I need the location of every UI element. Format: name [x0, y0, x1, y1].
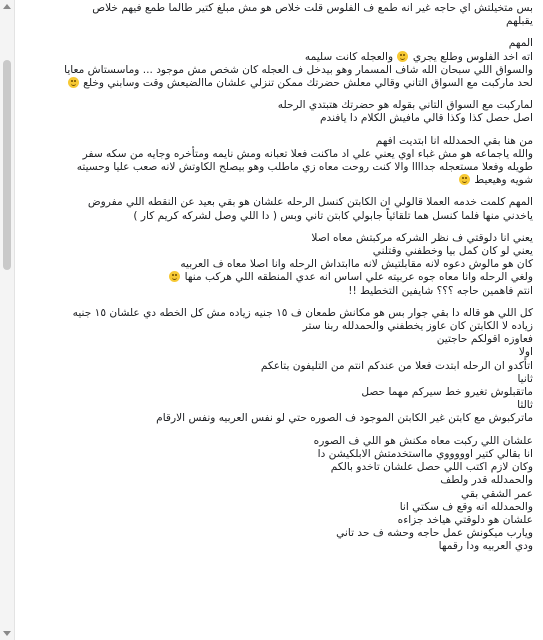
smiley-emoji-icon	[169, 271, 180, 282]
smiley-emoji-icon	[68, 77, 79, 88]
post-text-line: ماتقبلوش تغيرو خط سيركم مهما حصل	[361, 386, 533, 399]
post-text-line: والله ياجماعه هو مش غباء اوي يعني علي اد ماكنت فعلا تعبانه ومش نايمه ومتأخره وجايه من سكه سفر	[82, 147, 533, 160]
post-text-line: ثالثا	[517, 399, 533, 412]
smiley-emoji-icon	[397, 51, 408, 62]
post-text-line: اته اخد الفلوس وطلع يجري والعجله كانت سليمه	[304, 50, 533, 63]
post-text-line: كل اللي هو قاله دا بقي جوار بس هو مكانش طمعان ف ١٥ جنيه زياده مش كل الخطه دي علشان ١٥ جنيه	[72, 306, 533, 319]
post-text-line: يعني لو كان كمل بيا وخطفني وقتلني	[372, 245, 533, 258]
post-text-line: ولغي الرحله وانا معاه جوه عربيته علي اساس انه عدي المنطقه اللي هركب منها	[18, 271, 533, 284]
post-paragraph	[18, 232, 533, 298]
post-text-line: اصل حصل كذا وكذا قالي مافيش الكلام دا يافندم	[319, 112, 533, 125]
post-text-line: عمر الشقي بقي	[461, 487, 533, 500]
post-paragraph	[18, 135, 533, 188]
post-paragraph	[18, 196, 533, 222]
post-paragraph	[18, 307, 533, 426]
post-text-line: لماركبت مع السواق التاني بقوله هو حضرتك هتبتدي الرحله	[277, 99, 533, 112]
post-text-line: يقبلهم	[506, 15, 533, 28]
post-text-line: زياده لا الكابتن كان عاوز يخطفني والحمدلله ربنا ستر	[302, 320, 533, 333]
post-text-line: والحمدلله انه وقع ف سكتي انا	[399, 500, 533, 513]
post-text-line: يعني انا دلوقتي ف نظر الشركه مركبتش معاه اصلا	[311, 231, 533, 244]
post-text-line: المهم	[508, 37, 533, 50]
post-text-line: المهم كلمت خدمه العملا قالولي ان الكابتن كنسل الرحله علشان هو بقي بعيد عن النقطه اللي مفروض	[87, 196, 533, 209]
post-text-line: ماتركبوش مع كابتن غير الكابتن الموجود ف الصوره حتي لو نفس العربيه ونفس الارقام	[156, 412, 533, 425]
post-paragraph	[18, 37, 533, 90]
smiley-emoji-icon	[459, 174, 470, 185]
post-text-line: والسواق اللي سبحان الله شاف المسمار وهو بيدخل ف العجله كان شخص مش موجود ... وماسستاش معايا	[64, 63, 533, 76]
post-text-line: ثانيا	[517, 372, 533, 385]
post-text-line: لحد ماركبت مع السواق التاني وقالي معلش حضرتك ممكن تنزلي علشان ماالضيعش وقت وسابني وخلع	[18, 77, 533, 90]
post-text-line: والحمدلله قدر ولطف	[440, 474, 533, 487]
post-text-line: ياخدني منها فلما كنسل هما تلقائياً جابولي كابتن تاني وبس ( دا اللي وصل لشركه كريم كار )	[133, 209, 533, 222]
post-text-line: علشان اللي ركبت معاه مكنش هو اللي ف الصوره	[313, 434, 533, 447]
post-paragraph	[18, 99, 533, 125]
post-paragraph	[18, 2, 533, 28]
post-text-line: ودي العربيه ودا رقمها	[438, 540, 533, 553]
post-text-line: اولا	[518, 346, 533, 359]
post-text-line: وكان لازم اكتب اللي حصل علشان تاخدو بالكم	[330, 461, 533, 474]
post-paragraph	[18, 435, 533, 554]
post-text-line: اتأكدو ان الرحله ابتدت فعلا من عندكم انتم من التليفون بتاعكم	[260, 359, 533, 372]
post-text-line: كان هو مالوش دعوه لانه مقابلتيش لانه ماابتداش الرحله وانا اصلا معاه ف العربيه	[180, 258, 533, 271]
post-text-line: من هنا بقي الحمدلله انا ابتديت افهم	[375, 134, 533, 147]
post-text-line: ويارب ميكونش عمل حاجه وحشه ف حد تاني	[336, 527, 533, 540]
post-text-line: انتم فاهمين حاجه ؟؟؟ شايفين التخطيط !!	[348, 284, 533, 297]
post-text-line: انا بقالي كتير اوووووي مااستخدمتش الابلكيشن دا	[317, 447, 533, 460]
post-text-line: بس متخيلتش اي حاجه غير انه طمع ف الفلوس قلت خلاص هو مش مبلغ كتير طالما طمع فيهم خلاص	[92, 2, 533, 14]
post-text-line: فعاوزه اقولكم حاجتين	[436, 333, 533, 346]
post-text-line: شويه وهيعيط	[18, 174, 533, 187]
post-text-line: علشان هو دلوقتي هياخد جزاءه	[397, 513, 533, 526]
post-text-line: طويله وفعلا مستعجله جداااا والا كنت روحت معاه زي ماطلب وهو بيصلح الكاوتش لانه صعب عليا وحسيته	[76, 161, 533, 174]
